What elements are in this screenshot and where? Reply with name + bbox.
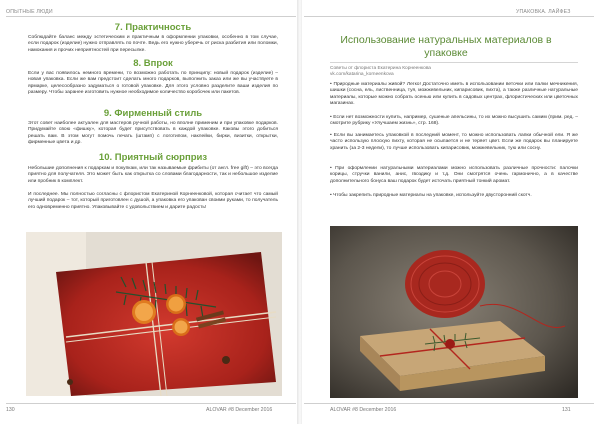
right-footer-rule [304,403,594,404]
right-page-number: 131 [562,407,571,413]
left-header-rule [6,16,296,17]
gift-illustration-red [26,232,282,396]
gift-photo-red [26,232,282,396]
tip-bullet-1: • Природные материалы живой? Легко! Достаточно иметь в использовании веточки или палки мечникения, шишки (сосна, ель, лиственница, туя, можжевельник, кипарисовик, пихта), а также различные натуральные материалы, которые можно собрать осенью или купить в садовых центрах, флористических или цветочных магазинах. [330,82,578,106]
right-header-rule [304,16,594,17]
section-text-stock: Если у вас появилось немного времени, то возможно работать по принципу: новый подарок (изделие) – новая упаковка. Если же вам предстоит сделать много подарков, выполнить заказ или же вы участвуете в ярмарке, целесообразно задуматься о готовой упаковке. Для этого условно разделите ваши изделия по размеру. Чтобы заранее изготовить нужное необходимое количество коробочек или пакетов. [28,71,278,95]
gift-photo-kraft [330,226,578,398]
tip-bullet-3: • Если вы занимаетесь упаковкой в последний момент, то можно использовать лапки обычной ели. Я же часто использую плоскую пихту, которая не осыпается и не теряет цвет. Если же подарок вы планируете хранить (за 2-3 недели), то лучше использовать кипарисовик, можжевельник, тую или сосну. [330,133,578,151]
section-text-brand-style: Этот совет наиболее актуален для мастеров ручной работы, но вполне применим и при упаковке подарков. Придумайте свою «фишку», которая будет присутствовать в каждой упаковке. Каковы этого добиться решать вам. В этом могут помочь печать (штамп) с логотипом, наклейки, бирки, визитки, открытки, фирменные цвета и др. [28,121,278,145]
tip-bullet-2: • Если нет возможности купить, например, сушеные апельсины, то их можно высушить самим (прим. ред. – смотрите рубрику «Улучшаем жизнь», стр. 168). [330,115,578,127]
article-byline: Советы от флориста Екатерина Корнеенкова [330,66,431,71]
tip-bullet-5: • Чтобы закрепить природные материалы на упаковке, используйте двусторонний скотч. [330,193,532,198]
section-title-brand-style: 9. Фирменный стиль [103,108,203,119]
title-rule [330,62,578,63]
byline-link: vk.com/katarina_korneenkova [330,72,394,77]
section-text-practicality: Соблюдайте баланс между эстетическим и практичным в оформлении упаковки, особенно в том случае, если подарок (изделие) нужно отправлять по почте. Ведь его нужно уберечь от риска разбития или поломки, намокания и прочих неприятностей при пересылке. [28,35,278,53]
left-page [0,0,298,424]
right-footer-text: ALOVAR #8 December 2016 [330,407,397,413]
left-running-head: ОПЫТНЫЕ ЛЮДИ [6,9,53,15]
left-page-number: 130 [6,407,15,413]
closing-paragraph: И последнее. Мы полностью согласны с флористом Екатериной Корнеенковой, которая считает что самый лучший подарок – тот, который приготовлен с душой, а упаковка его упакован своими руками, то получатель его одновременно приятно. Упаковывайте с удовольствием и дарите радость! [28,192,278,210]
left-footer-text: ALOVAR #8 December 2016 [206,407,273,413]
gift-illustration-kraft [330,226,578,398]
right-running-head: УПАКОВКА. ЛАЙФЕЗ [516,9,571,15]
left-footer-rule [6,403,296,404]
section-title-practicality: 7. Практичность [114,22,192,33]
section-title-surprise: 10. Приятный сюрприз [98,152,208,163]
section-text-surprise: Небольшие дополнения к подаркам и покупкам, или так называемые фрибиты (от англ. free gift) – это всегда приятно для получателя. Это может быть как открытка со словами благодарности, так и небольшое изделие или пробник в комплект. [28,166,278,184]
article-title: Использование натуральных материалов в упаковке [340,34,552,59]
tip-bullet-4: • При оформлении натуральными материалами можно использовать различные прочности: палочки корицы, стручки ванили, анис, гвоздику и т.д. Они смотрятся очень гармонично, а в качестве дополнительного бонуса ваш подарок будет источать приятный тонкий аромат. [330,166,578,184]
section-title-stock: 8. Впрок [133,58,173,69]
